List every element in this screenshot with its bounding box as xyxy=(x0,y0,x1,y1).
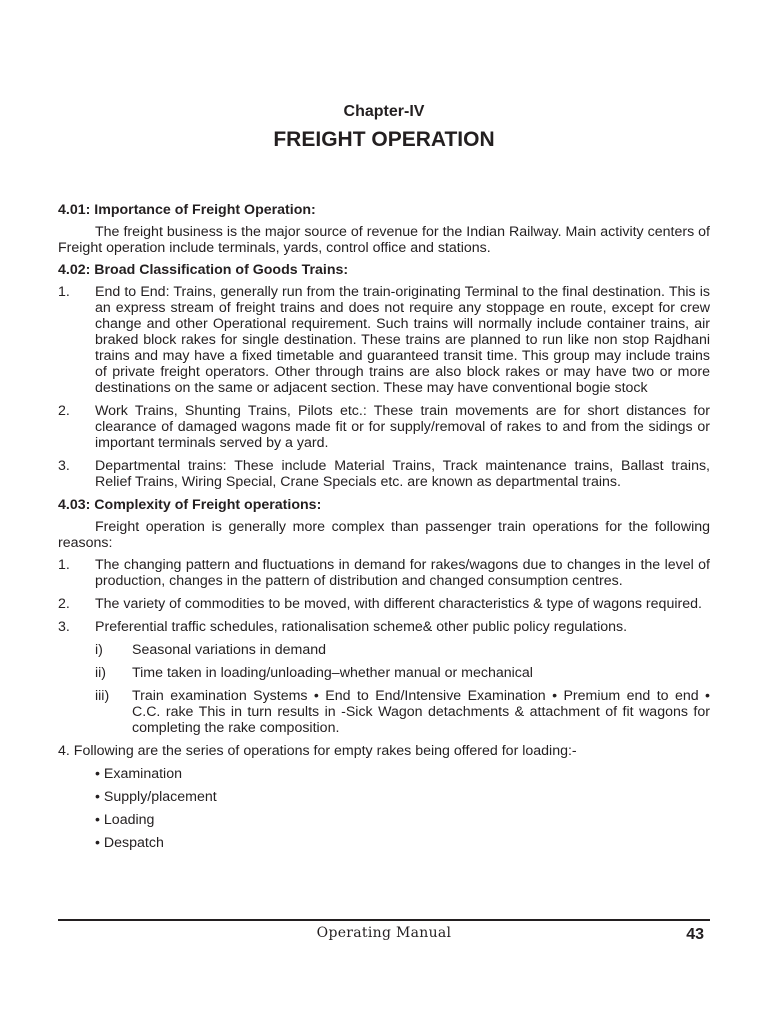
list-text: Preferential traffic schedules, rationalisation scheme& other public policy regulations. xyxy=(95,619,628,635)
operations-intro: 4. Following are the series of operations for empty rakes being offered for loading:- xyxy=(58,743,577,759)
list-number: 3. xyxy=(58,458,70,474)
list-number: 1. xyxy=(58,284,70,300)
list-text: The variety of commodities to be moved, with different characteristics & type of wagons required. xyxy=(95,596,702,612)
paragraph: The freight business is the major source of revenue for the Indian Railway. Main activity centers of Freight operation include terminals, yards, control office and stations. xyxy=(58,224,710,256)
sub-list-item xyxy=(58,665,710,681)
document-body xyxy=(58,202,710,858)
list-item xyxy=(58,284,710,396)
paragraph: Freight operation is generally more complex than passenger train operations for the following reasons: xyxy=(58,519,710,551)
section-heading-4-02: 4.02: Broad Classification of Goods Trains: xyxy=(58,262,349,278)
sub-list-number: i) xyxy=(95,642,103,658)
bullet-item: • Examination xyxy=(95,766,182,782)
page-number: 43 xyxy=(686,926,704,943)
footer-title: Operating Manual xyxy=(316,925,452,941)
list-number: 2. xyxy=(58,596,70,612)
sub-list-number: iii) xyxy=(95,688,110,704)
section-heading-4-03: 4.03: Complexity of Freight operations: xyxy=(58,497,322,513)
list-item xyxy=(58,458,710,490)
list-text: End to End: Trains, generally run from the train-originating Terminal to the final destination. This is an express stream of freight trains and does not require any stoppage en route, except for crew change and other Operational requirement. Such trains will normally include container trains, air braked block rakes for single destination. These trains are planned to run like non stop Rajdhani trains and may have a fixed timetable and guaranteed transit time. This group may include trains of private freight operators. Other through trains are also block rakes or may have two or more destinations on the same or adjacent section. These may have conventional bogie stock xyxy=(95,284,710,396)
list-text: The changing pattern and fluctuations in demand for rakes/wagons due to changes in the level of production, changes in the pattern of distribution and changed consumption centres. xyxy=(95,557,710,589)
list-number: 2. xyxy=(58,403,70,419)
section-heading-4-01: 4.01: Importance of Freight Operation: xyxy=(58,202,316,218)
bullet-item: • Supply/placement xyxy=(95,789,217,805)
page-title: FREIGHT OPERATION xyxy=(273,128,495,151)
list-item xyxy=(58,403,710,451)
sub-list-text: Train examination Systems • End to End/Intensive Examination • Premium end to end • C.C. rake This in turn results in -Sick Wagon detachments & attachment of fit wagons for completing the rake composition. xyxy=(132,688,710,736)
list-item xyxy=(58,619,710,635)
list-item xyxy=(58,596,710,612)
chapter-label: Chapter-IV xyxy=(343,103,425,120)
bullet-item: • Despatch xyxy=(95,835,164,851)
bullet-item: • Loading xyxy=(95,812,155,828)
sub-list-text: Seasonal variations in demand xyxy=(132,642,327,658)
list-text: Work Trains, Shunting Trains, Pilots etc.: These train movements are for short distances for clearance of damaged wagons made fit or for supply/removal of rakes to and from the sidings or important terminals served by a yard. xyxy=(95,403,710,451)
list-number: 1. xyxy=(58,557,70,573)
sub-list-text: Time taken in loading/unloading–whether manual or mechanical xyxy=(132,665,533,681)
sub-list-number: ii) xyxy=(95,665,107,681)
footer-divider xyxy=(58,919,710,921)
list-item xyxy=(58,557,710,589)
list-number: 3. xyxy=(58,619,70,635)
sub-list-item xyxy=(58,642,710,658)
sub-list-item xyxy=(58,688,710,736)
list-text: Departmental trains: These include Material Trains, Track maintenance trains, Ballast trains, Relief Trains, Wiring Special, Crane Specials etc. are known as departmental trains. xyxy=(95,458,710,490)
